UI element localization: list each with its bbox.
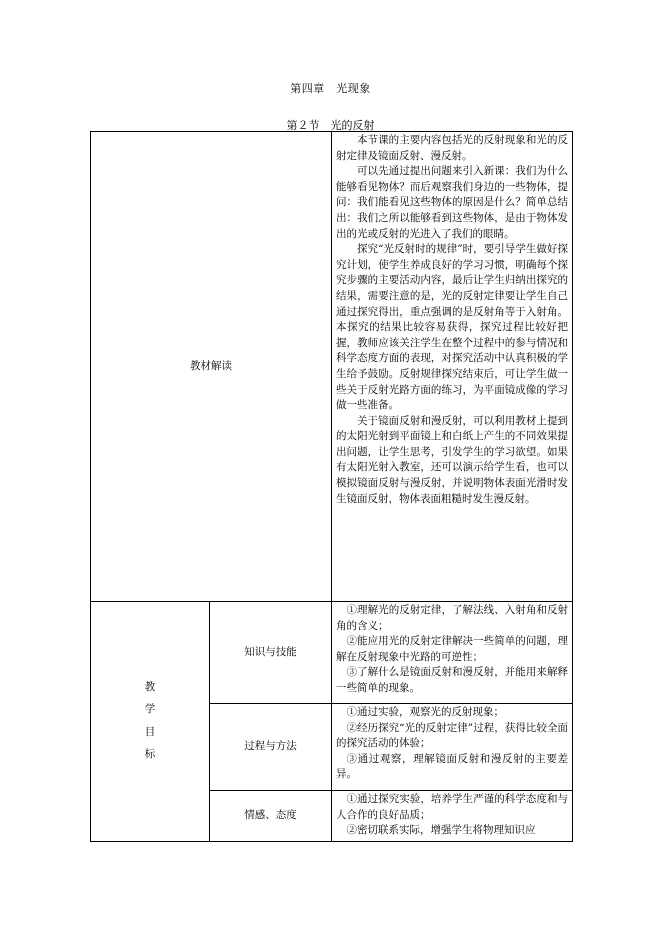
knowledge-item: ①理解光的反射定律，了解法线、入射角和反射角的含义； [336, 604, 568, 632]
textbook-row [91, 132, 573, 602]
knowledge-item: ③了解什么是镜面反射和漫反射，并能用来解释一些简单的现象。 [336, 666, 568, 694]
process-content [332, 704, 573, 791]
process-item: ③通过观察，理解镜面反射和漫反射的主要差异。 [336, 752, 568, 781]
process-item: ①通过实验，观察光的反射现象； [346, 706, 504, 718]
textbook-paragraph: 探究“光反射时的规律”时，要引导学生做好探究计划，使学生养成良好的学习习惯，明确每个探究步骤的主要活动内容，最后让学生归纳出探究的结果，需要注意的是，光的反射定律要让学生自己通过探究得出，重点强调的是反射角等于入射角。本探究的结果比较容易获得，探究过程比较好把握，教师应该关注学生在整个过程中的参与情况和科学态度方面的表现，对探究活动中认真积极的学生给予鼓励。反射规律探究结束后，可让学生做一些关于反射光路方面的练习，为平面镜成像的学习做一些准备。 [336, 243, 568, 412]
lesson-table [90, 131, 573, 842]
goals-label [91, 602, 210, 842]
knowledge-content [332, 602, 573, 704]
emotion-item: ②密切联系实际，增强学生将物理知识应 [346, 824, 536, 837]
textbook-paragraph: 可以先通过提出问题来引入新课：我们为什么能够看见物体？而后观察我们身边的一些物体，提问：我们能看见这些物体的原因是什么？简单总结出：我们之所以能够看到这些物体，是由于物体发出的光或反射的光进入了我们的眼睛。 [336, 165, 568, 240]
emotion-item: ①通过探究实验，培养学生严谨的科学态度和与人合作的良好品质； [336, 793, 568, 821]
section-title: 第２节 光的反射 [286, 119, 375, 132]
textbook-paragraph: 关于镜面反射和漫反射，可以利用教材上提到的太阳光射到平面镜上和白纸上产生的不同效果提出问题，让学生思考，引发学生的学习欲望。如果有太阳光射入教室，还可以演示给学生看，也可以模拟镜面反射与漫反射，并说明物体表面光滑时发生镜面反射，物体表面粗糙时发生漫反射。 [336, 414, 568, 505]
textbook-label: 教材解读 [91, 132, 332, 602]
knowledge-label: 知识与技能 [210, 602, 332, 704]
emotion-content [332, 791, 573, 842]
knowledge-row [91, 602, 573, 704]
textbook-paragraph: 本节课的主要内容包括光的反射现象和光的反射定律及镜面反射、漫反射。 [336, 134, 568, 162]
textbook-content [332, 132, 573, 602]
goals-label-char: 教 [144, 680, 156, 693]
goals-label-char: 目 [144, 725, 156, 738]
lesson-table-wrapper [90, 131, 572, 842]
goals-label-char: 学 [144, 703, 156, 716]
knowledge-item: ②能应用光的反射定律解决一些简单的问题，理解在反射现象中光路的可逆性； [336, 635, 568, 663]
emotion-label: 情感、态度 [210, 791, 332, 842]
chapter-title: 第四章 光现象 [290, 82, 371, 95]
process-label: 过程与方法 [210, 704, 332, 791]
goals-label-char: 标 [144, 748, 156, 761]
process-item: ②经历探究“光的反射定律”过程，获得比较全面的探究活动的体验； [336, 721, 568, 750]
